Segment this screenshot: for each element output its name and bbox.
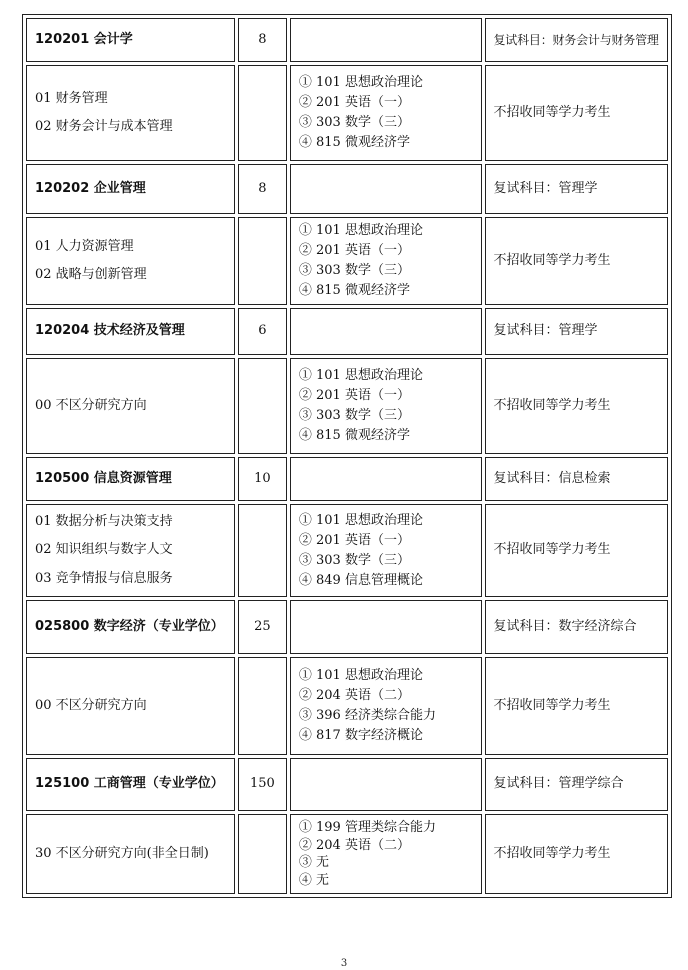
research-direction: 01 数据分析与决策支持 bbox=[35, 514, 173, 530]
research-direction: 03 竞争情报与信息服务 bbox=[35, 570, 173, 586]
exam-subjects bbox=[290, 814, 482, 894]
program-quota: 8 bbox=[238, 164, 287, 214]
program-detail-row bbox=[26, 814, 668, 894]
research-direction: 02 战略与创新管理 bbox=[35, 267, 147, 282]
exam-subject: ② 204 英语（二） bbox=[298, 688, 410, 703]
exam-subject: ④ 815 微观经济学 bbox=[298, 135, 410, 150]
exam-subject: ④ 817 数字经济概论 bbox=[298, 728, 423, 743]
program-empty-cell bbox=[290, 164, 482, 214]
program-detail-row bbox=[26, 358, 668, 454]
program-empty-cell bbox=[290, 18, 482, 62]
admission-note: 不招收同等学力考生 bbox=[485, 814, 669, 894]
research-direction: 02 知识组织与数字人文 bbox=[35, 542, 173, 558]
exam-subject: ② 201 英语（一） bbox=[298, 243, 410, 258]
retest-subject: 复试科目：管理学 bbox=[485, 308, 669, 355]
retest-subject: 复试科目：管理学综合 bbox=[485, 758, 669, 811]
program-header-row bbox=[26, 758, 668, 811]
program-empty-cell bbox=[290, 308, 482, 355]
research-directions bbox=[26, 504, 235, 597]
retest-subject: 复试科目：信息检索 bbox=[485, 457, 669, 501]
exam-subject: ③ 303 数学（三） bbox=[298, 115, 410, 130]
program-quota: 8 bbox=[238, 18, 287, 62]
retest-subject: 复试科目：管理学 bbox=[485, 164, 669, 214]
exam-subject: ① 101 思想政治理论 bbox=[298, 512, 423, 528]
exam-subject: ② 204 英语（二） bbox=[298, 837, 410, 853]
program-quota: 150 bbox=[238, 758, 287, 811]
exam-subjects bbox=[290, 657, 482, 755]
exam-subject: ② 201 英语（一） bbox=[298, 95, 410, 110]
research-directions bbox=[26, 657, 235, 755]
program-detail-row bbox=[26, 217, 668, 305]
research-directions bbox=[26, 65, 235, 161]
exam-subject: ① 101 思想政治理论 bbox=[298, 368, 423, 383]
exam-subject: ④ 无 bbox=[298, 872, 330, 888]
program-name: 025800 数字经济（专业学位） bbox=[26, 600, 235, 654]
program-header-row bbox=[26, 164, 668, 214]
exam-subject: ① 101 思想政治理论 bbox=[298, 75, 423, 90]
retest-subject: 复试科目：数字经济综合 bbox=[485, 600, 669, 654]
exam-subject: ③ 396 经济类综合能力 bbox=[298, 708, 436, 723]
program-name: 120204 技术经济及管理 bbox=[26, 308, 235, 355]
research-direction: 02 财务会计与成本管理 bbox=[35, 119, 173, 134]
exam-subject: ④ 849 信息管理概论 bbox=[298, 572, 423, 588]
admission-note: 不招收同等学力考生 bbox=[485, 217, 669, 305]
research-direction: 01 财务管理 bbox=[35, 90, 108, 106]
exam-subject: ③ 303 数学（三） bbox=[298, 263, 410, 278]
admission-note: 不招收同等学力考生 bbox=[485, 504, 669, 597]
exam-subjects bbox=[290, 358, 482, 454]
research-direction: 30 不区分研究方向(非全日制) bbox=[35, 845, 209, 861]
research-direction: 00 不区分研究方向 bbox=[35, 697, 147, 713]
exam-subject: ③ 无 bbox=[298, 855, 330, 870]
exam-subject: ② 201 英语（一） bbox=[298, 388, 410, 403]
exam-subjects bbox=[290, 65, 482, 161]
program-quota: 25 bbox=[238, 600, 287, 654]
page-number: 3 bbox=[340, 958, 348, 969]
detail-empty-cell bbox=[238, 358, 287, 454]
research-directions bbox=[26, 814, 235, 894]
program-quota: 10 bbox=[238, 457, 287, 501]
exam-subject: ④ 815 微观经济学 bbox=[298, 428, 410, 443]
exam-subject: ① 101 思想政治理论 bbox=[298, 668, 423, 683]
detail-empty-cell bbox=[238, 504, 287, 597]
admission-note: 不招收同等学力考生 bbox=[485, 358, 669, 454]
detail-empty-cell bbox=[238, 217, 287, 305]
exam-subject: ③ 303 数学（三） bbox=[298, 408, 410, 423]
exam-subject: ① 199 管理类综合能力 bbox=[298, 820, 436, 835]
program-header-row bbox=[26, 600, 668, 654]
program-name: 125100 工商管理（专业学位） bbox=[26, 758, 235, 811]
detail-empty-cell bbox=[238, 814, 287, 894]
program-detail-row bbox=[26, 504, 668, 597]
program-header-row bbox=[26, 18, 668, 62]
program-empty-cell bbox=[290, 457, 482, 501]
research-direction: 00 不区分研究方向 bbox=[35, 397, 147, 413]
detail-empty-cell bbox=[238, 65, 287, 161]
exam-subject: ① 101 思想政治理论 bbox=[298, 223, 423, 238]
research-direction: 01 人力资源管理 bbox=[35, 238, 134, 254]
exam-subject: ③ 303 数学（三） bbox=[298, 552, 410, 568]
enrollment-table bbox=[22, 14, 672, 898]
program-header-row bbox=[26, 457, 668, 501]
program-detail-row bbox=[26, 657, 668, 755]
program-empty-cell bbox=[290, 758, 482, 811]
exam-subject: ④ 815 微观经济学 bbox=[298, 283, 410, 298]
program-name: 120202 企业管理 bbox=[26, 164, 235, 214]
research-directions bbox=[26, 358, 235, 454]
program-quota: 6 bbox=[238, 308, 287, 355]
program-name: 120500 信息资源管理 bbox=[26, 457, 235, 501]
exam-subjects bbox=[290, 504, 482, 597]
admission-note: 不招收同等学力考生 bbox=[485, 65, 669, 161]
exam-subject: ② 201 英语（一） bbox=[298, 532, 410, 548]
program-name: 120201 会计学 bbox=[26, 18, 235, 62]
retest-subject: 复试科目：财务会计与财务管理 bbox=[485, 18, 669, 62]
research-directions bbox=[26, 217, 235, 305]
detail-empty-cell bbox=[238, 657, 287, 755]
exam-subjects bbox=[290, 217, 482, 305]
admission-note: 不招收同等学力考生 bbox=[485, 657, 669, 755]
program-empty-cell bbox=[290, 600, 482, 654]
program-detail-row bbox=[26, 65, 668, 161]
program-header-row bbox=[26, 308, 668, 355]
